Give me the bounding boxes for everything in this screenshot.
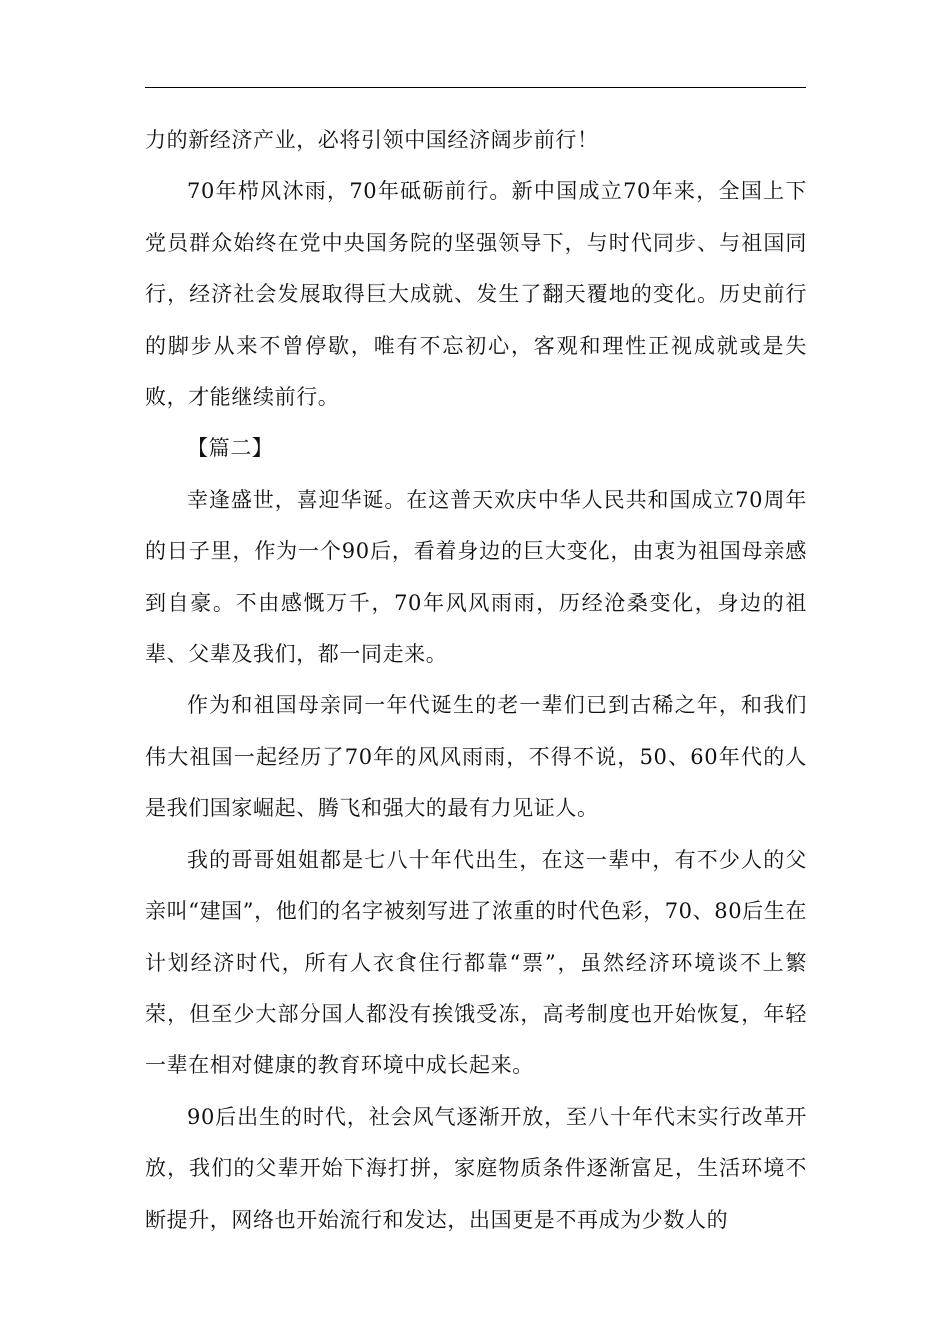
paragraph-70-years: 70年栉风沐雨，70年砥砺前行。新中国成立70年来，全国上下党员群众始终在党中央国务院的坚强领导下，与时代同步、与祖国同行，经济社会发展取得巨大成就、发生了翻天覆地的变化。历史前行的脚步从来不曾停歇，唯有不忘初心，客观和理性正视成就或是失败，才能继续前行。	[145, 179, 807, 410]
paragraph-continuation: 力的新经济产业，必将引领中国经济阔步前行！	[145, 128, 599, 152]
section-heading: 【篇二】	[187, 436, 274, 461]
header-rule	[145, 87, 806, 88]
paragraph-celebration: 幸逢盛世，喜迎华诞。在这普天欢庆中华人民共和国成立70周年的日子里，作为一个90后，看着身边的巨大变化，由衷为祖国母亲感到自豪。不由感慨万千，70年风风雨雨，历经沧桑变化，身边的祖辈、父辈及我们，都一同走来。	[145, 487, 807, 667]
paragraph-siblings: 我的哥哥姐姐都是七八十年代出生，在这一辈中，有不少人的父亲叫“建国”，他们的名字被刻写进了浓重的时代色彩，70、80后生在计划经济时代，所有人衣食住行都靠“票”，虽然经济环境谈不上繁荣，但至少大部分国人都没有挨饿受冻，高考制度也开始恢复，年轻一辈在相对健康的教育环境中成长起来。	[145, 847, 807, 1078]
paragraph-elders: 作为和祖国母亲同一年代诞生的老一辈们已到古稀之年，和我们伟大祖国一起经历了70年的风风雨雨，不得不说，50、60年代的人是我们国家崛起、腾飞和强大的最有力见证人。	[145, 693, 807, 821]
paragraph-90s: 90后出生的时代，社会风气逐渐开放，至八十年代末实行改革开放，我们的父辈开始下海打拼，家庭物质条件逐渐富足，生活环境不断提升，网络也开始流行和发达，出国更是不再成为少数人的	[145, 1104, 807, 1232]
body-text	[145, 115, 807, 1246]
